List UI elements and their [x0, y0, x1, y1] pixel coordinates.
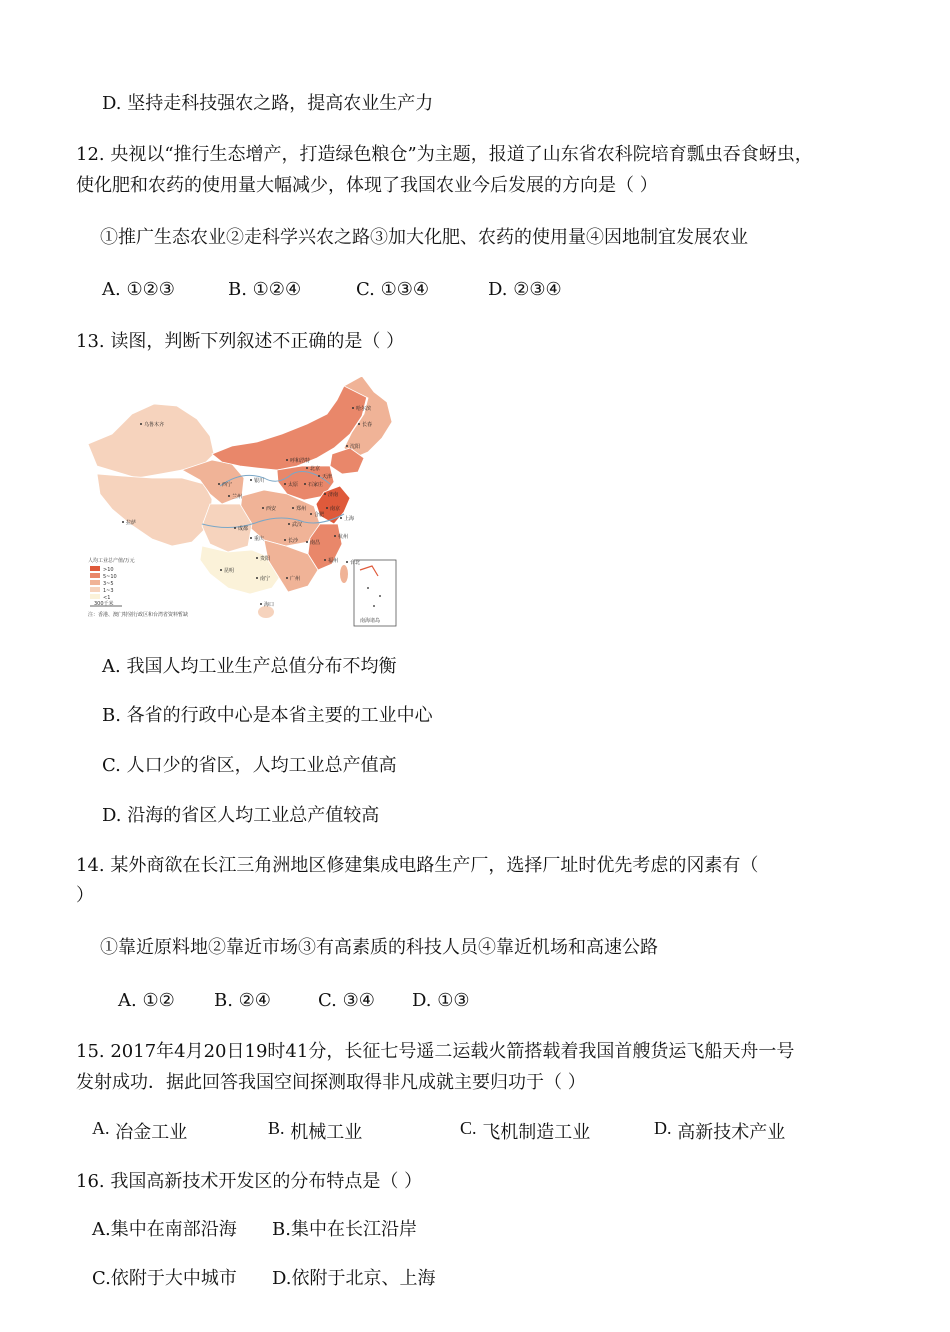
map-region-taiwan [340, 565, 348, 583]
q12-option-d: D. ②③④ [488, 279, 562, 300]
city-dot [292, 507, 294, 509]
city-label: 南宁 [260, 576, 271, 582]
city-dot [250, 537, 252, 539]
city-dot [334, 535, 336, 537]
city-dot [250, 479, 252, 481]
city-label: 南京 [330, 506, 341, 512]
city-dot [122, 521, 124, 523]
city-label: 石家庄 [308, 482, 324, 488]
city-dot [324, 559, 326, 561]
q15-option-b [268, 1120, 362, 1145]
q16-option-d: D.依附于北京、上海 [272, 1268, 436, 1289]
city-dot [310, 513, 312, 515]
city-label: 广州 [290, 576, 301, 582]
map-note: 注：香港、澳门特别行政区和台湾省资料暂缺 [88, 612, 189, 618]
q14-option-c: C. ③④ [318, 990, 375, 1011]
city-dot [324, 493, 326, 495]
city-label: 兰州 [232, 494, 243, 500]
city-label: 济南 [328, 492, 339, 498]
city-dot [288, 523, 290, 525]
q15-option-d-letter: D. [654, 1118, 672, 1138]
q15-option-a-text: 冶金工业 [115, 1122, 188, 1143]
china-industry-map [82, 374, 400, 630]
q15-option-b-letter: B. [268, 1118, 285, 1138]
city-label: 沈阳 [350, 444, 361, 450]
legend-item-1: >10 [103, 567, 114, 573]
city-label: 哈尔滨 [356, 406, 372, 412]
city-dot [358, 423, 360, 425]
q15-option-b-text: 机械工业 [290, 1122, 363, 1143]
legend-item-3: 3~5 [103, 581, 114, 587]
city-label: 重庆 [254, 536, 265, 542]
city-label: 郑州 [296, 506, 307, 512]
city-label: 天津 [322, 474, 333, 480]
city-label: 长沙 [288, 538, 299, 544]
city-dot [218, 483, 220, 485]
q13-option-d: D. 沿海的省区人均工业总产值较高 [102, 805, 380, 826]
q13-option-c: C. 人口少的省区，人均工业总产值高 [102, 755, 397, 776]
city-dot [220, 569, 222, 571]
q16-stem: 16. 我国高新技术开发区的分布特点是（ ） [76, 1171, 423, 1192]
q11-option-d: D. 坚持走科技强农之路，提高农业生产力 [102, 93, 434, 114]
city-dot [228, 495, 230, 497]
city-label: 杭州 [338, 534, 349, 540]
city-label: 福州 [328, 558, 339, 564]
q16-option-b: B.集中在长江沿岸 [272, 1219, 417, 1240]
city-dot [234, 527, 236, 529]
city-label: 长春 [362, 422, 373, 428]
city-dot [284, 539, 286, 541]
city-label: 乌鲁木齐 [144, 422, 165, 428]
q15-option-d-text: 高新技术产业 [677, 1122, 786, 1143]
q13-option-a: A. 我国人均工业生产总值分布不均衡 [102, 656, 397, 677]
q15-option-c-letter: C. [460, 1118, 477, 1138]
map-legend-title: 人均工业总产值/万元 [88, 558, 135, 564]
q12-stem-line1: 12. 央视以“推行生态增产，打造绿色粮仓”为主题，报道了山东省农科院培育瓢虫吞食蚜虫， [76, 144, 813, 165]
city-label: 拉萨 [126, 520, 137, 526]
city-label: 台北 [350, 560, 361, 566]
q12-option-c: C. ①③④ [356, 279, 429, 300]
city-label: 海口 [264, 602, 275, 608]
city-dot [304, 483, 306, 485]
q12-stem-line2: 使化肥和农药的使用量大幅减少，体现了我国农业今后发展的方向是（ ） [76, 175, 658, 196]
city-dot [326, 507, 328, 509]
q14-option-a: A. ①② [118, 990, 175, 1011]
city-label: 上海 [344, 516, 355, 522]
city-dot [256, 577, 258, 579]
q14-option-b: B. ②④ [214, 990, 271, 1011]
q15-option-a-letter: A. [92, 1118, 110, 1138]
q13-stem: 13. 读图，判断下列叙述不正确的是（ ） [76, 331, 405, 352]
city-dot [262, 507, 264, 509]
city-dot [346, 561, 348, 563]
city-dot [256, 557, 258, 559]
city-label: 太原 [288, 482, 299, 488]
q15-option-c [460, 1120, 590, 1145]
map-scale: 300千米 [94, 601, 114, 607]
city-dot [286, 577, 288, 579]
city-label: 南昌 [310, 540, 321, 546]
map-inset-label: 南海诸岛 [360, 618, 381, 624]
city-dot [306, 467, 308, 469]
city-dot [318, 475, 320, 477]
city-label: 呼和浩特 [290, 458, 311, 464]
q15-stem-line1: 15. 2017年4月20日19时41分，长征七号遥二运载火箭搭载着我国首艘货运飞船天舟一号 [76, 1041, 795, 1062]
q12-option-b: B. ①②④ [228, 279, 302, 300]
city-label: 西宁 [222, 482, 233, 488]
city-label: 西安 [266, 506, 277, 512]
q16-option-a: A.集中在南部沿海 [92, 1219, 237, 1240]
q14-option-d: D. ①③ [412, 990, 470, 1011]
q13-option-b: B. 各省的行政中心是本省主要的工业中心 [102, 705, 433, 726]
city-label: 合肥 [314, 512, 325, 518]
q14-stem-line2: ） [76, 885, 94, 906]
city-dot [260, 603, 262, 605]
city-dot [284, 483, 286, 485]
q15-option-a [92, 1120, 187, 1145]
city-label: 银川 [254, 478, 265, 484]
city-dot [140, 423, 142, 425]
q15-option-d [654, 1120, 785, 1145]
city-dot [306, 541, 308, 543]
city-dot [352, 407, 354, 409]
q15-option-c-text: 飞机制造工业 [482, 1122, 591, 1143]
city-label: 昆明 [224, 568, 235, 574]
q14-stem-line1: 14. 某外商欲在长江三角洲地区修建集成电路生产厂，选择厂址时优先考虑的冈素有（ [76, 855, 759, 876]
city-label: 北京 [310, 466, 321, 472]
q14-items: ①靠近原料地②靠近市场③有高素质的科技人员④靠近机场和高速公路 [100, 937, 658, 958]
q16-option-c: C.依附于大中城市 [92, 1268, 237, 1289]
legend-item-4: 1~3 [103, 588, 114, 594]
q15-stem-line2: 发射成功．据此回答我国空间探测取得非凡成就主要归功于（ ） [76, 1072, 586, 1093]
legend-item-5: <1 [103, 595, 111, 601]
legend-item-2: 5~10 [103, 574, 117, 580]
q12-items: ①推广生态农业②走科学兴农之路③加大化肥、农药的使用量④因地制宜发展农业 [100, 227, 748, 248]
city-label: 成都 [238, 526, 249, 532]
city-label: 贵阳 [260, 556, 271, 562]
city-dot [286, 459, 288, 461]
q12-option-a: A. ①②③ [102, 279, 175, 300]
city-label: 武汉 [292, 522, 303, 528]
city-dot [346, 445, 348, 447]
city-dot [340, 517, 342, 519]
